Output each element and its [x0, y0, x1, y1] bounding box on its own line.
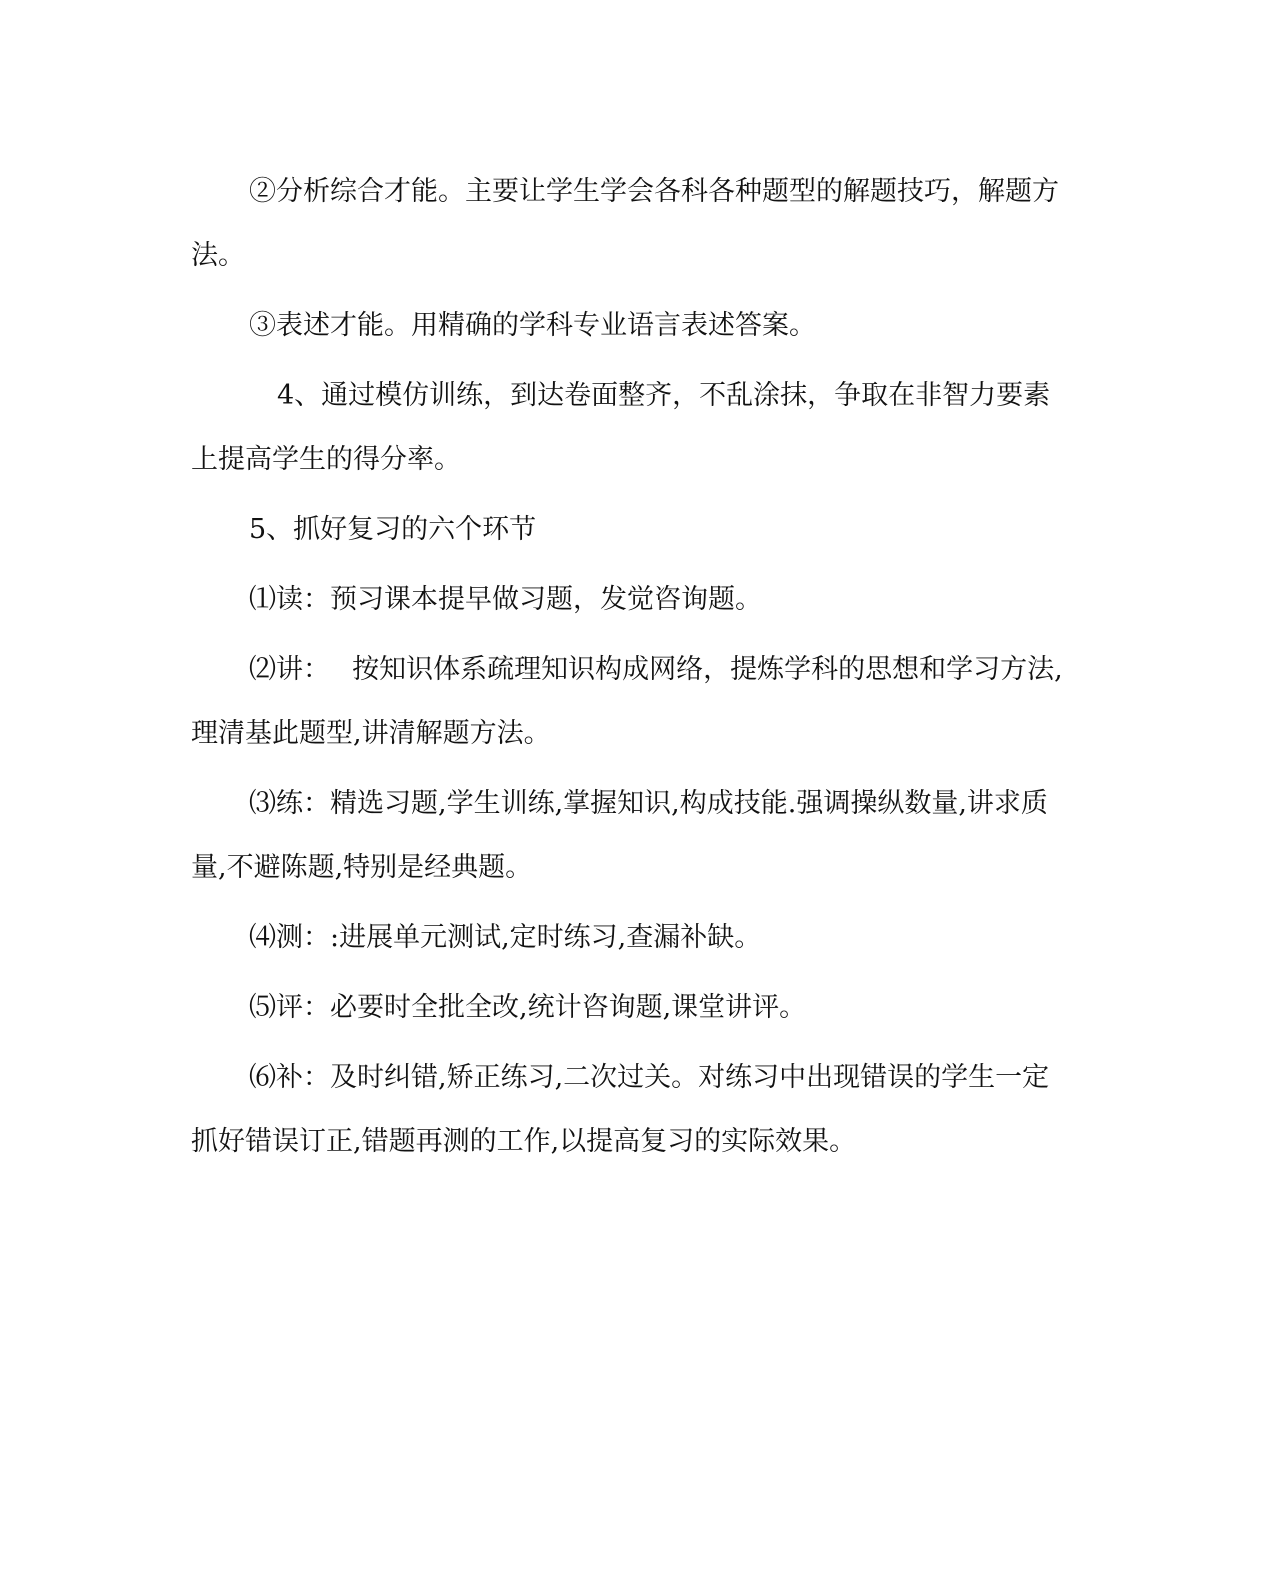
paragraph-expression-ability: ③表述才能。用精确的学科专业语言表述答案。: [249, 310, 816, 341]
paragraph-step-practice: ⑶练：精选习题,学生训练,掌握知识,构成技能.强调操纵数量,讲求质量,不避陈题,特别是经典题。: [191, 788, 1048, 883]
document-body: [191, 160, 1071, 1180]
paragraph-step-review: ⑸评：必要时全批全改,统计咨询题,课堂讲评。: [249, 992, 807, 1023]
paragraph-step-read: ⑴读：预习课本提早做习题，发觉咨询题。: [249, 584, 762, 615]
paragraph-step-test: ⑷测：:进展单元测试,定时练习,查漏补缺。: [249, 922, 762, 953]
paragraph-imitation-training: 4、通过模仿训练，到达卷面整齐，不乱涂抹，争取在非智力要素上提高学生的得分率。: [191, 380, 1051, 475]
paragraph-analysis-ability: ②分析综合才能。主要让学生学会各科各种题型的解题技巧，解题方法。: [191, 176, 1059, 271]
paragraph-step-remedy: ⑹补：及时纠错,矫正练习,二次过关。对练习中出现错误的学生一定抓好错误订正,错题再测的工作,以提高复习的实际效果。: [191, 1062, 1050, 1157]
paragraph-six-steps-heading: 5、抓好复习的六个环节: [249, 514, 537, 545]
paragraph-step-lecture: ⑵讲： 按知识体系疏理知识构成网络，提炼学科的思想和学习方法,理清基此题型,讲清解题方法。: [191, 654, 1063, 749]
